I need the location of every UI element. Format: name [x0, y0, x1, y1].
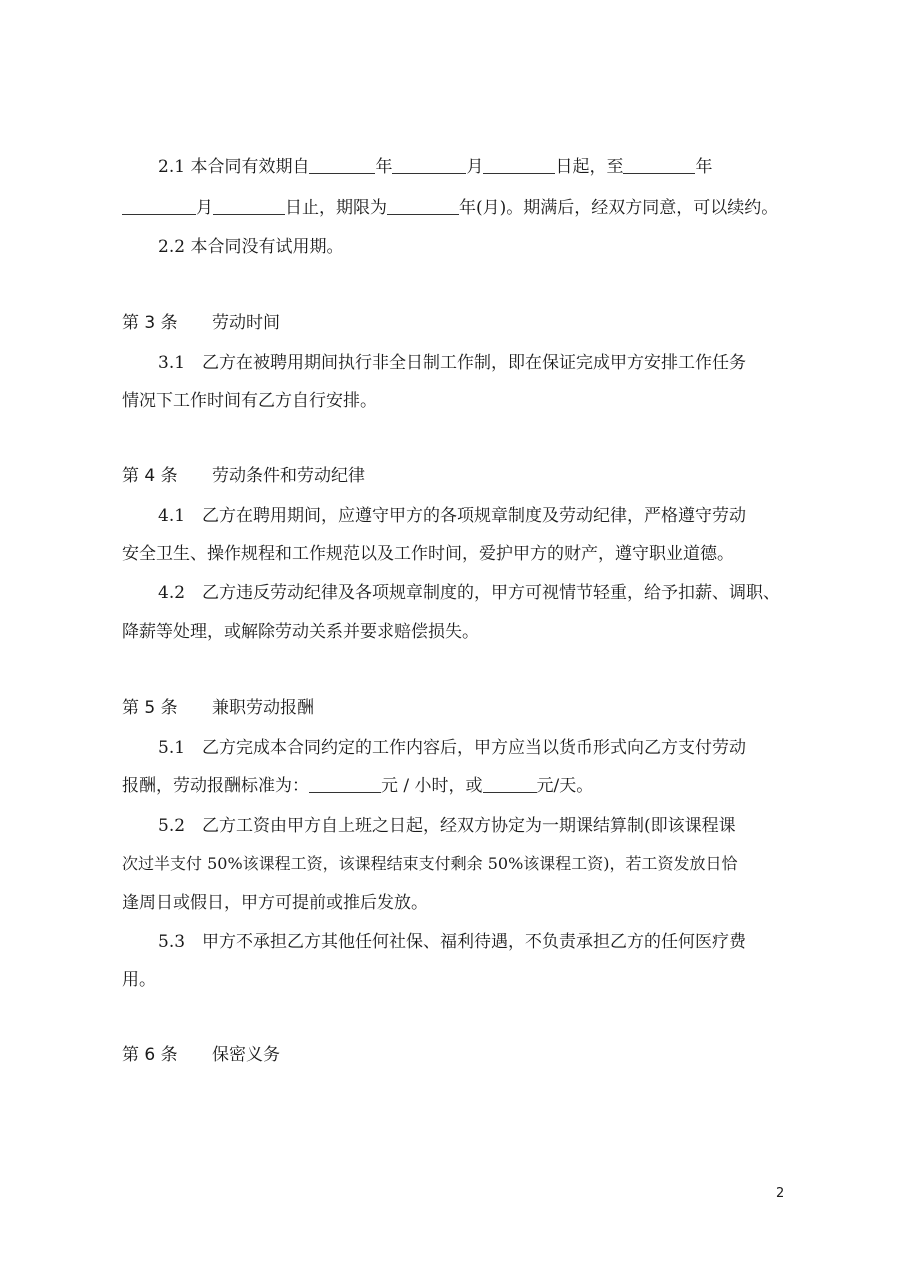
blank-term[interactable]: [387, 198, 459, 215]
clause-4-1-text-cont: 安全卫生、操作规程和工作规范以及工作时间，爱护甲方的财产，遵守职业道德。: [122, 544, 734, 564]
clause-4-1-line-1: [0, 505, 905, 527]
clause-4-title: 劳动条件和劳动纪律: [212, 466, 365, 486]
clause-4-1-line-2: [0, 543, 905, 565]
clause-2-1-text: 2.1 本合同有效期自: [158, 157, 310, 177]
clause-5-2-line-3: [0, 892, 905, 914]
clause-4-2-text: 4.2 乙方违反劳动纪律及各项规章制度的，甲方可视情节轻重，给予扣薪、调职、: [158, 583, 781, 603]
clause-4-2-line-1: [0, 582, 905, 604]
clause-5-2-line-2: [0, 853, 905, 875]
blank-hourly-rate[interactable]: [309, 776, 381, 793]
clause-5-3-line-2: [0, 969, 905, 991]
clause-3-1-text-cont: 情况下工作时间有乙方自行安排。: [122, 391, 377, 411]
blank-end-day[interactable]: [213, 198, 285, 215]
label-term: 年(月)。期满后，经双方同意，可以续约。: [459, 198, 779, 218]
clause-2-1-line-1: [0, 156, 905, 178]
clause-2-1-line-2: [0, 197, 905, 219]
clause-3-number: 第 3 条: [122, 313, 178, 333]
clause-6-number: 第 6 条: [122, 1045, 178, 1065]
clause-2-2: [0, 236, 905, 258]
label-year-end: 年: [695, 157, 713, 177]
clause-4-2-text-cont: 降薪等处理，或解除劳动关系并要求赔偿损失。: [122, 622, 479, 642]
clause-6-title: 保密义务: [212, 1045, 280, 1065]
clause-3-1-text: 3.1 乙方在被聘用期间执行非全日制工作制，即在保证完成甲方安排工作任务: [158, 353, 747, 373]
clause-6-heading: [0, 1044, 905, 1066]
clause-5-2-text: 5.2 乙方工资由甲方自上班之日起，经双方协定为一期课结算制(即该课程课: [158, 816, 736, 836]
clause-5-3-text: 5.3 甲方不承担乙方其他任何社保、福利待遇，不负责承担乙方的任何医疗费: [158, 932, 747, 952]
clause-5-3-text-cont: 用。: [122, 970, 156, 990]
clause-5-3-line-1: [0, 931, 905, 953]
clause-5-1-line-2: [0, 775, 905, 797]
clause-5-2-text-end: 逢周日或假日，甲方可提前或推后发放。: [122, 893, 428, 913]
clause-3-1-line-1: [0, 352, 905, 374]
blank-start-day[interactable]: [483, 157, 555, 174]
clause-5-2-text-cont: 次过半支付 50%该课程工资，该课程结束支付剩余 50%该课程工资)，若工资发放日恰: [122, 854, 738, 873]
clause-4-number: 第 4 条: [122, 466, 178, 486]
blank-start-year[interactable]: [309, 157, 375, 174]
clause-3-heading: [0, 312, 905, 334]
label-per-day: 元/天。: [536, 776, 594, 796]
clause-5-number: 第 5 条: [122, 698, 178, 718]
blank-daily-rate[interactable]: [483, 776, 537, 793]
clause-5-title: 兼职劳动报酬: [212, 698, 314, 718]
blank-start-month[interactable]: [392, 157, 466, 174]
blank-end-month[interactable]: [122, 198, 196, 215]
label-day-end: 日止，期限为: [285, 198, 387, 218]
clause-2-2-text: 2.2 本合同没有试用期。: [158, 237, 344, 257]
clause-4-2-line-2: [0, 621, 905, 643]
blank-end-year[interactable]: [623, 157, 695, 174]
label-day-from: 日起，至: [555, 157, 624, 177]
label-year: 年: [375, 157, 393, 177]
label-month: 月: [466, 157, 484, 177]
label-per-hour: 元 / 小时，或: [381, 776, 483, 796]
clause-4-1-text: 4.1 乙方在聘用期间，应遵守甲方的各项规章制度及劳动纪律，严格遵守劳动: [158, 506, 747, 526]
clause-5-1-text-cont: 报酬，劳动报酬标准为：: [122, 776, 309, 796]
clause-5-1-text: 5.1 乙方完成本合同约定的工作内容后，甲方应当以货币形式向乙方支付劳动: [158, 738, 747, 758]
clause-5-1-line-1: [0, 737, 905, 759]
clause-3-title: 劳动时间: [212, 313, 280, 333]
clause-4-heading: [0, 465, 905, 487]
page-number: 2: [776, 1186, 785, 1201]
clause-3-1-line-2: [0, 390, 905, 412]
clause-5-2-line-1: [0, 815, 905, 837]
clause-5-heading: [0, 697, 905, 719]
label-month-end: 月: [196, 198, 213, 218]
